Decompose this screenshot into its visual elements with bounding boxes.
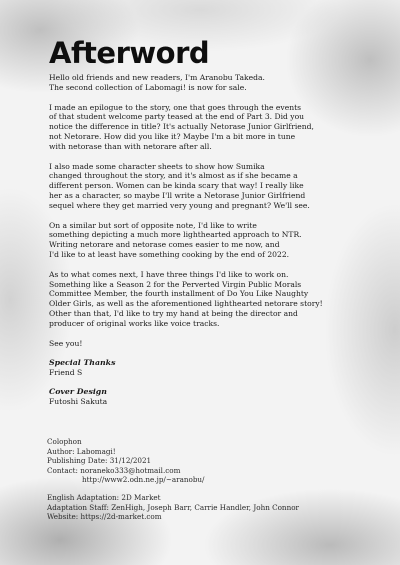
paragraph-epilogue: I made an epilogue to the story, one that goes through the events of that student welcome party teased at the end of Part 3. Did you notice the difference in title? It's actually Netorase Junior Girlfriend, not Netorare. How did you like it? Maybe I'm a bit more in tune with netorase than with netorare after all.: [49, 102, 314, 151]
paragraph-next-works: As to what comes next, I have three things I'd like to work on. Something like a Season 2 for the Perverted Virgin Public Morals Committee Member, the fourth installment of Do You Like Naughty Older Girls, as well as the aforementioned lighthearted netorare story! Other than that, I'd like to try my hand at being the director and producer of original works like voice tracks.: [49, 269, 323, 328]
colophon-heading: Colophon: [47, 437, 82, 446]
colophon-adaptation-staff: Adaptation Staff: ZenHigh, Joseph Barr, Carrie Handler, John Connor: [47, 502, 299, 512]
paragraph-ntr-plans: On a similar but sort of opposite note, I'd like to write something depicting a much more lighthearted approach to NTR. Writing netorare and netorase comes easier to me now, and I'd like to at least have something cooking by the end of 2022.: [49, 220, 302, 259]
colophon-author: Author: Labomagi!: [47, 446, 116, 456]
colophon-spacer: [47, 485, 377, 493]
cover-design-label: Cover Design: [49, 386, 107, 396]
paragraph-character-sheets: I also made some character sheets to show how Sumika changed throughout the story, and it's almost as if she became a different person. Women can be kinda scary that way! I really like her as a character, so maybe I'll write a Netorase Junior Girlfriend sequel where they get married very young and pregnant? We'll see.: [49, 161, 310, 210]
paragraph-farewell: See you!: [49, 338, 83, 348]
colophon-block: [47, 437, 377, 522]
colophon-website[interactable]: Website: https://2d-market.com: [47, 512, 162, 522]
colophon-contact-url[interactable]: http://www2.odn.ne.jp/~aranobu/: [82, 475, 205, 485]
colophon-contact: Contact: noraneko333@hotmail.com: [47, 465, 181, 475]
special-thanks-label: Special Thanks: [49, 358, 116, 368]
cover-design-value: Futoshi Sakuta: [49, 396, 108, 406]
paragraph-greeting: Hello old friends and new readers, I'm Aranobu Takeda. The second collection of Labomagi! is now for sale.: [49, 73, 265, 92]
afterword-body: [49, 38, 379, 416]
colophon-publishing-date: Publishing Date: 31/12/2021: [47, 456, 152, 466]
special-thanks-value: Friend S: [49, 368, 83, 378]
colophon-english-adaptation: English Adaptation: 2D Market: [47, 492, 161, 502]
page-title: Afterword: [49, 36, 210, 70]
